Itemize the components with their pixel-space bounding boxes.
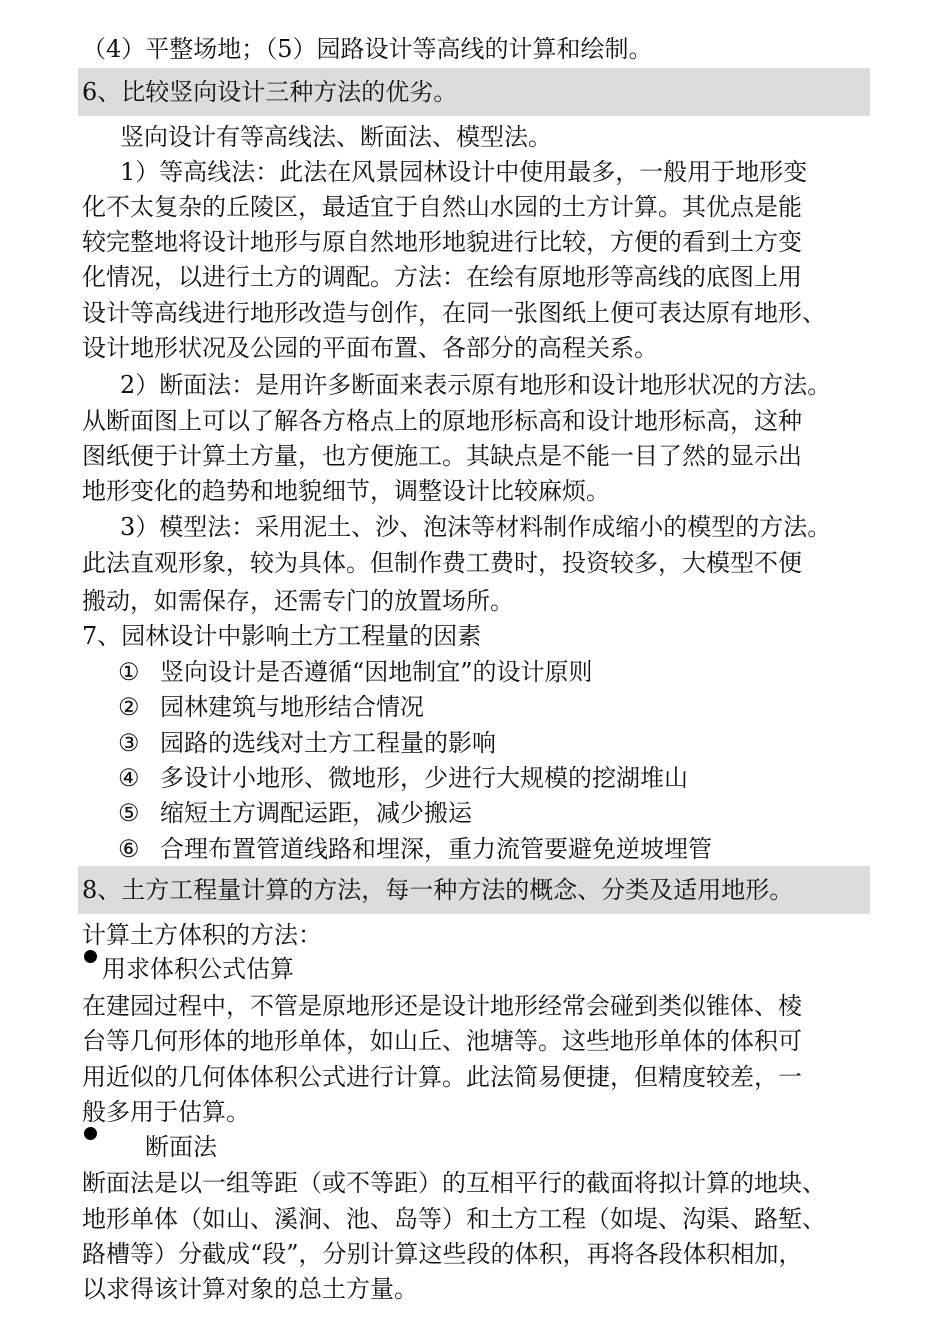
list-item-number: ① — [118, 658, 140, 686]
text-line: 2）断面法：是用许多断面来表示原有地形和设计地形状况的方法。 — [120, 371, 832, 399]
list-item-text: 缩短土方调配运距，减少搬运 — [160, 799, 472, 827]
text-line: （4）平整场地；（5）园路设计等高线的计算和绘制。 — [82, 35, 653, 63]
bullet-title: 断面法 — [145, 1133, 217, 1161]
text-line: 在建园过程中，不管是原地形还是设计地形经常会碰到类似锥体、棱 — [82, 992, 802, 1020]
text-line: 地形变化的趋势和地貌细节，调整设计比较麻烦。 — [82, 477, 610, 505]
text-line: 图纸便于计算土方量，也方便施工。其缺点是不能一目了然的显示出 — [82, 442, 802, 470]
text-line: 用近似的几何体体积公式进行计算。此法简易便捷，但精度较差，一 — [82, 1063, 802, 1091]
list-item-number: ⑤ — [118, 799, 140, 827]
list-item-text: 园林建筑与地形结合情况 — [160, 693, 424, 721]
text-line: 设计等高线进行地形改造与创作，在同一张图纸上便可表达原有地形、 — [82, 299, 826, 327]
list-item-number: ② — [118, 693, 140, 721]
section-heading-8 — [78, 866, 870, 914]
list-item-text: 园路的选线对土方工程量的影响 — [160, 729, 496, 757]
text-line: 设计地形状况及公园的平面布置、各部分的高程关系。 — [82, 334, 658, 362]
text-line: 较完整地将设计地形与原自然地形地貌进行比较，方便的看到土方变 — [82, 228, 802, 256]
text-line: 竖向设计有等高线法、断面法、模型法。 — [120, 123, 552, 151]
bullet-dot-icon — [84, 1127, 97, 1140]
section-heading-7: 7、园林设计中影响土方工程量的因素 — [82, 622, 482, 650]
text-line: 台等几何形体的地形单体，如山丘、池塘等。这些地形单体的体积可 — [82, 1027, 802, 1055]
text-line: 从断面图上可以了解各方格点上的原地形标高和设计地形标高，这种 — [82, 407, 802, 435]
text-line: 般多用于估算。 — [82, 1098, 250, 1126]
list-item-number: ③ — [118, 729, 140, 757]
text-line: 1）等高线法：此法在风景园林设计中使用最多，一般用于地形变 — [120, 158, 808, 186]
text-line: 断面法是以一组等距（或不等距）的互相平行的截面将拟计算的地块、 — [82, 1169, 826, 1197]
section-heading-6 — [78, 68, 870, 116]
bullet-dot-icon — [84, 950, 97, 963]
text-line: 此法直观形象，较为具体。但制作费工费时，投资较多，大模型不便 — [82, 549, 802, 577]
text-line: 化情况，以进行土方的调配。方法：在绘有原地形等高线的底图上用 — [82, 263, 802, 291]
text-line: 化不太复杂的丘陵区，最适宜于自然山水园的土方计算。其优点是能 — [82, 193, 802, 221]
list-item-number: ④ — [118, 764, 140, 792]
heading-text: 8、土方工程量计算的方法，每一种方法的概念、分类及适用地形。 — [82, 876, 794, 904]
text-line: 以求得该计算对象的总土方量。 — [82, 1275, 418, 1303]
text-line: 地形单体（如山、溪涧、池、岛等）和土方工程（如堤、沟渠、路堑、 — [82, 1205, 826, 1233]
list-item-text: 竖向设计是否遵循“因地制宜”的设计原则 — [160, 658, 593, 686]
bullet-title: 用求体积公式估算 — [102, 955, 294, 983]
text-line: 路槽等）分截成“段”，分别计算这些段的体积，再将各段体积相加， — [82, 1240, 803, 1268]
list-item-text: 多设计小地形、微地形，少进行大规模的挖湖堆山 — [160, 764, 688, 792]
heading-text: 6、比较竖向设计三种方法的优劣。 — [82, 78, 458, 106]
text-line: 搬动，如需保存，还需专门的放置场所。 — [82, 587, 514, 615]
list-item-text: 合理布置管道线路和埋深，重力流管要避免逆坡埋管 — [160, 835, 712, 863]
text-line: 3）模型法：采用泥土、沙、泡沫等材料制作成缩小的模型的方法。 — [120, 513, 832, 541]
list-item-number: ⑥ — [118, 835, 140, 863]
text-line: 计算土方体积的方法： — [82, 921, 322, 949]
